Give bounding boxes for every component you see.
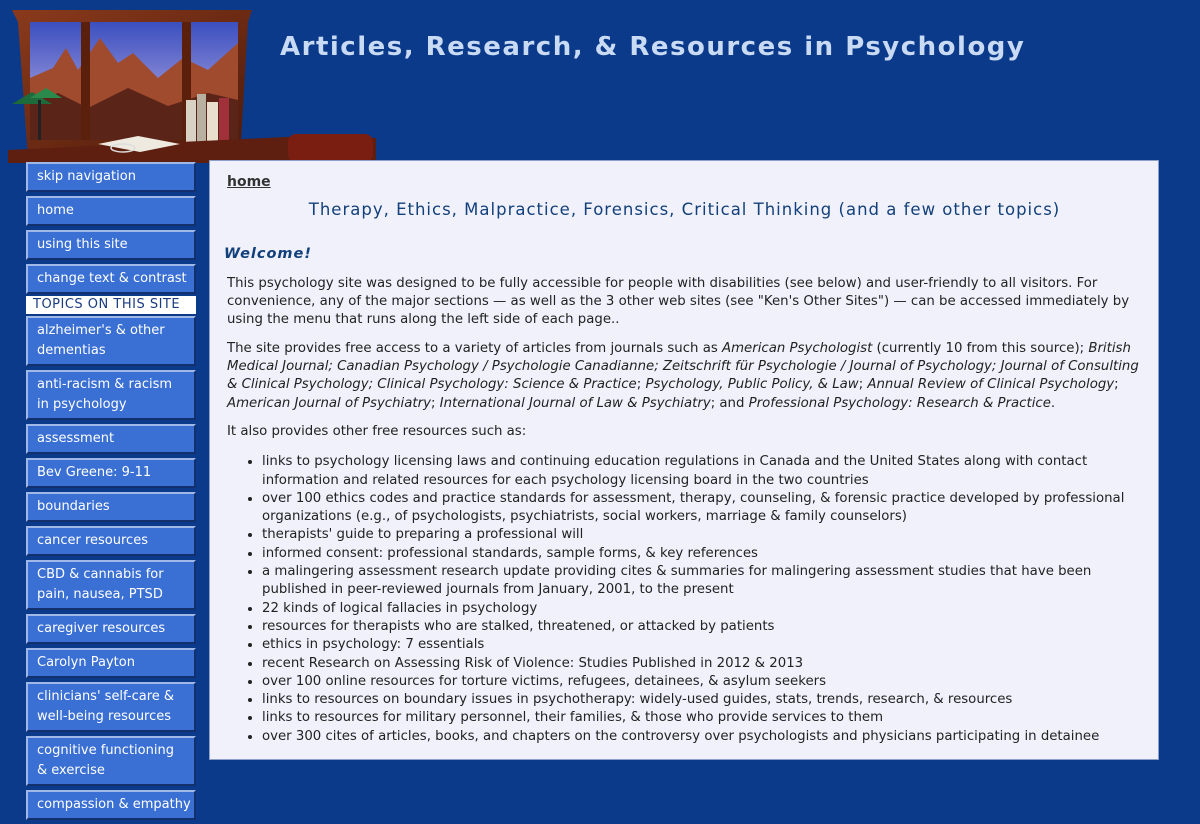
nav-item-cognitive-functioning[interactable]: cognitive functioning & exercise xyxy=(26,736,196,786)
nav-item-alzheimers[interactable]: alzheimer's & other dementias xyxy=(26,316,196,366)
list-item: • recent Research on Assessing Risk of Violence: Studies Published in 2012 & 2013 xyxy=(262,655,1142,673)
nav-item-boundaries[interactable]: boundaries xyxy=(26,492,196,522)
nav-item-skip-navigation[interactable]: skip navigation xyxy=(26,162,196,192)
site-title: Articles, Research, & Resources in Psychology xyxy=(280,32,1026,62)
list-item: • links to resources for military personnel, their families, & those who provide services to them xyxy=(262,709,1142,727)
journal-title: International Journal of Law & Psychiatry xyxy=(439,395,711,411)
nav-item-change-text-contrast[interactable]: change text & contrast xyxy=(26,264,196,294)
resources-intro: It also provides other free resources such as: xyxy=(227,423,527,439)
resources-list xyxy=(227,453,1142,746)
list-item: • over 100 online resources for torture victims, refugees, detainees, & asylum seekers xyxy=(262,673,1142,691)
nav-item-compassion-empathy[interactable]: compassion & empathy xyxy=(26,790,196,820)
journal-title: British Medical Journal; Canadian Psychology / Psychologie Canadianne; Zeitschrift für Psychologie / Journal of Psychology; Journal of Consulting & Clinical Psychology; Clinical Psychology: Science & Practice xyxy=(227,340,1139,393)
list-item: • links to resources on boundary issues in psychotherapy: widely-used guides, stats, trends, research, & resources xyxy=(262,691,1142,709)
main-content xyxy=(209,160,1159,760)
journal-title: Psychology, Public Policy, & Law xyxy=(645,377,859,393)
nav-item-carolyn-payton[interactable]: Carolyn Payton xyxy=(26,648,196,678)
nav-item-caregiver-resources[interactable]: caregiver resources xyxy=(26,614,196,644)
journal-title: American Journal of Psychiatry xyxy=(227,395,431,411)
journal-title: American Psychologist xyxy=(722,340,873,356)
list-item: • over 100 ethics codes and practice standards for assessment, therapy, counseling, & forensic practice developed by professional organizations (e.g., of psychologists, psychiatrists, social workers, marriage & family counselors) xyxy=(262,490,1142,527)
nav-item-home[interactable]: home xyxy=(26,196,196,226)
nav-item-using-this-site[interactable]: using this site xyxy=(26,230,196,260)
nav-item-bev-greene[interactable]: Bev Greene: 9-11 xyxy=(26,458,196,488)
breadcrumb-home-link[interactable]: home xyxy=(227,174,271,190)
journals-text: ; xyxy=(858,377,868,393)
nav-item-assessment[interactable]: assessment xyxy=(26,424,196,454)
list-item: • resources for therapists who are stalked, threatened, or attacked by patients xyxy=(262,618,1142,636)
left-nav-menu xyxy=(26,162,198,824)
journals-text: ; and xyxy=(710,395,749,411)
journal-title: Annual Review of Clinical Psychology xyxy=(867,377,1115,393)
nav-item-cbd-cannabis[interactable]: CBD & cannabis for pain, nausea, PTSD xyxy=(26,560,196,610)
list-item: • links to psychology licensing laws and continuing education regulations in Canada and the United States along with contact information and related resources for each psychology licensing board in the two countries xyxy=(262,453,1142,490)
welcome-heading: Welcome! xyxy=(224,245,312,262)
intro-paragraph: This psychology site was designed to be fully accessible for people with disabilities (see below) and user-friendly to all visitors. For convenience, any of the major sections — as well as the 3 other web sites (see "Ken's Other Sites") — can be accessed immediately by using the menu that runs along the left side of each page.. xyxy=(227,275,1130,328)
nav-item-clinicians-self-care[interactable]: clinicians' self-care & well-being resources xyxy=(26,682,196,732)
nav-item-cancer-resources[interactable]: cancer resources xyxy=(26,526,196,556)
list-item: • a malingering assessment research update providing cites & summaries for malingering assessment studies that have been published in peer-reviewed journals from January, 2001, to the present xyxy=(262,563,1142,600)
journals-text: (currently 10 from this source); xyxy=(872,340,1089,356)
journals-text: ; xyxy=(636,377,646,393)
nav-item-anti-racism[interactable]: anti-racism & racism in psychology xyxy=(26,370,196,420)
list-item: • ethics in psychology: 7 essentials xyxy=(262,636,1142,654)
journals-text: The site provides free access to a variety of articles from journals such as xyxy=(227,340,722,356)
journals-text: ; xyxy=(430,395,440,411)
journal-title: Professional Psychology: Research & Practice xyxy=(748,395,1051,411)
list-item: • therapists' guide to preparing a professional will xyxy=(262,526,1142,544)
page-subtitle: Therapy, Ethics, Malpractice, Forensics, Critical Thinking (and a few other topics) xyxy=(308,200,1061,220)
journals-text: . xyxy=(1050,395,1056,411)
list-item: • over 300 cites of articles, books, and chapters on the controversy over psychologists and physicians participating in detainee xyxy=(262,728,1142,746)
list-item: • 22 kinds of logical fallacies in psychology xyxy=(262,600,1142,618)
nav-topics-heading: TOPICS ON THIS SITE xyxy=(26,296,196,314)
journals-paragraph xyxy=(227,340,1142,413)
journals-text: ; xyxy=(1114,377,1119,393)
list-item: • informed consent: professional standards, sample forms, & key references xyxy=(262,545,1142,563)
